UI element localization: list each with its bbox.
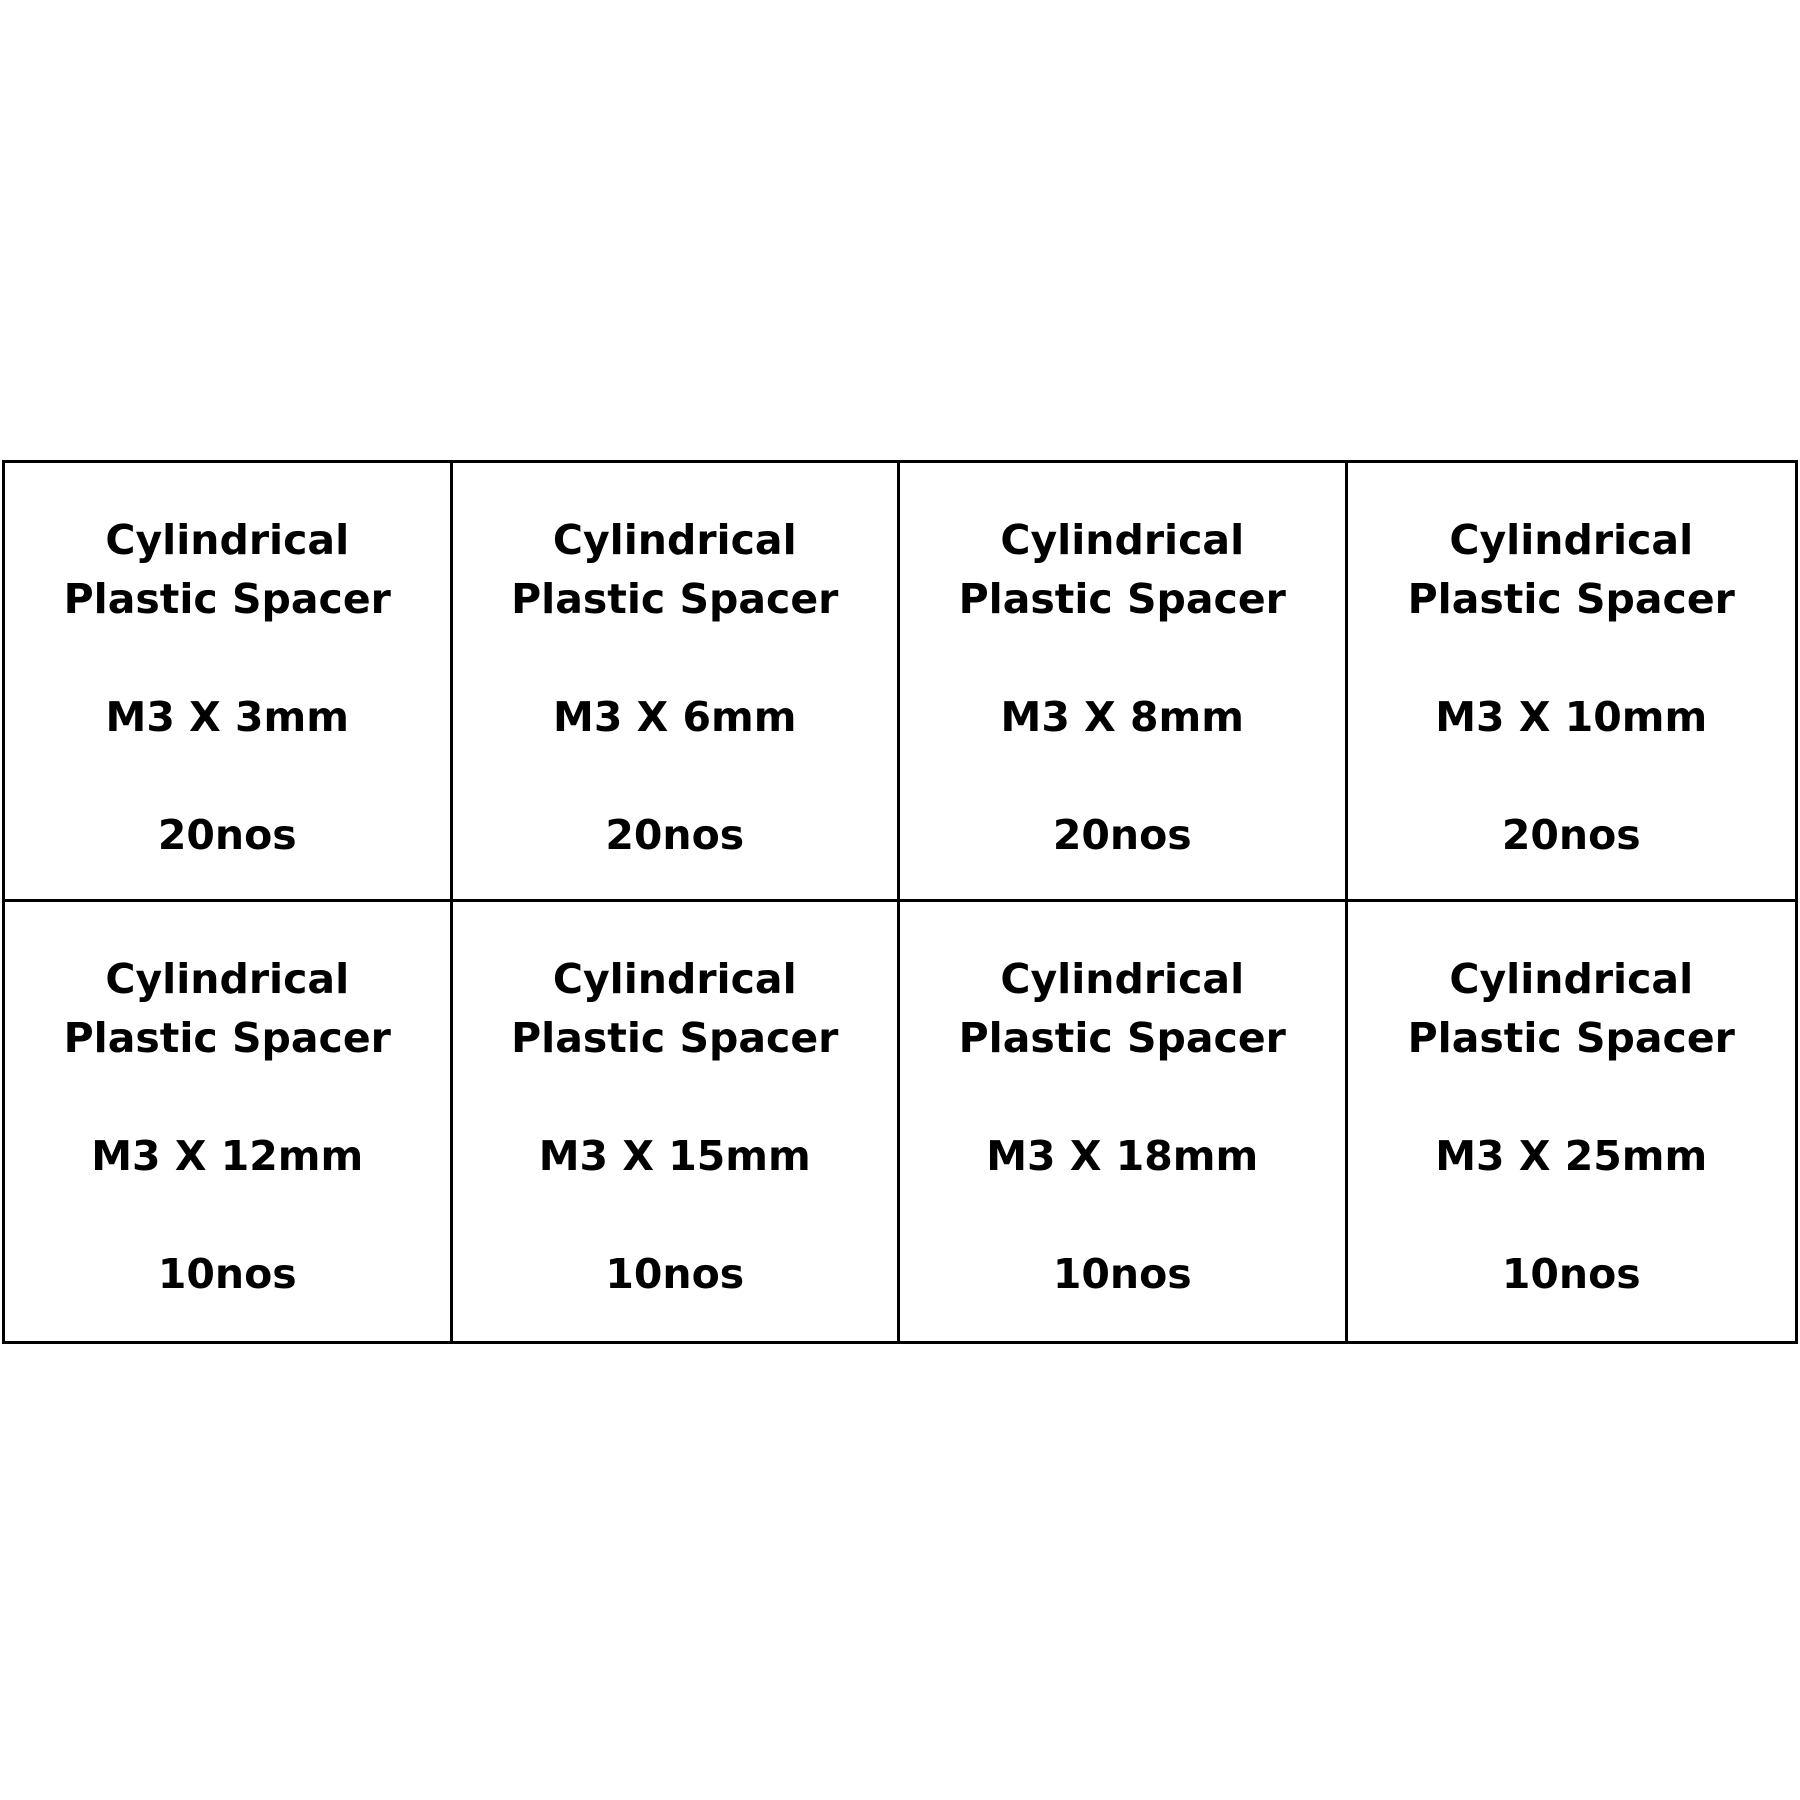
item-name-line2: Plastic Spacer [958,575,1286,623]
item-size: M3 X 12mm [91,1132,364,1180]
item-size: M3 X 3mm [105,693,349,741]
item-name-line1: Cylindrical [1000,516,1245,564]
spacer-cell [5,463,453,902]
spacer-cell [453,463,901,902]
item-size: M3 X 10mm [1435,693,1708,741]
item-name-line1: Cylindrical [1000,955,1245,1003]
item-quantity: 20nos [1501,811,1641,859]
item-name-line1: Cylindrical [1449,516,1694,564]
item-size: M3 X 18mm [986,1132,1259,1180]
spacer-cell [453,902,901,1341]
spacer-cell [900,902,1348,1341]
item-name-line1: Cylindrical [105,955,350,1003]
item-size: M3 X 6mm [553,693,797,741]
spacer-cell [900,463,1348,902]
spacer-cell [1348,463,1796,902]
item-quantity: 20nos [1052,811,1192,859]
item-name-line2: Plastic Spacer [63,1014,391,1062]
item-name-line2: Plastic Spacer [1407,575,1735,623]
item-quantity: 10nos [1052,1250,1192,1298]
item-name-line1: Cylindrical [552,955,797,1003]
item-quantity: 10nos [157,1250,297,1298]
item-quantity: 10nos [1501,1250,1641,1298]
item-name-line2: Plastic Spacer [511,575,839,623]
spacer-cell [1348,902,1796,1341]
item-name-line2: Plastic Spacer [1407,1014,1735,1062]
item-quantity: 10nos [605,1250,745,1298]
spacer-cell [5,902,453,1341]
item-name-line2: Plastic Spacer [958,1014,1286,1062]
item-size: M3 X 25mm [1435,1132,1708,1180]
item-name-line2: Plastic Spacer [63,575,391,623]
item-size: M3 X 15mm [538,1132,811,1180]
item-size: M3 X 8mm [1000,693,1244,741]
item-quantity: 20nos [605,811,745,859]
item-name-line1: Cylindrical [552,516,797,564]
item-name-line1: Cylindrical [105,516,350,564]
item-name-line1: Cylindrical [1449,955,1694,1003]
spacer-table [2,460,1798,1344]
item-quantity: 20nos [157,811,297,859]
item-name-line2: Plastic Spacer [511,1014,839,1062]
